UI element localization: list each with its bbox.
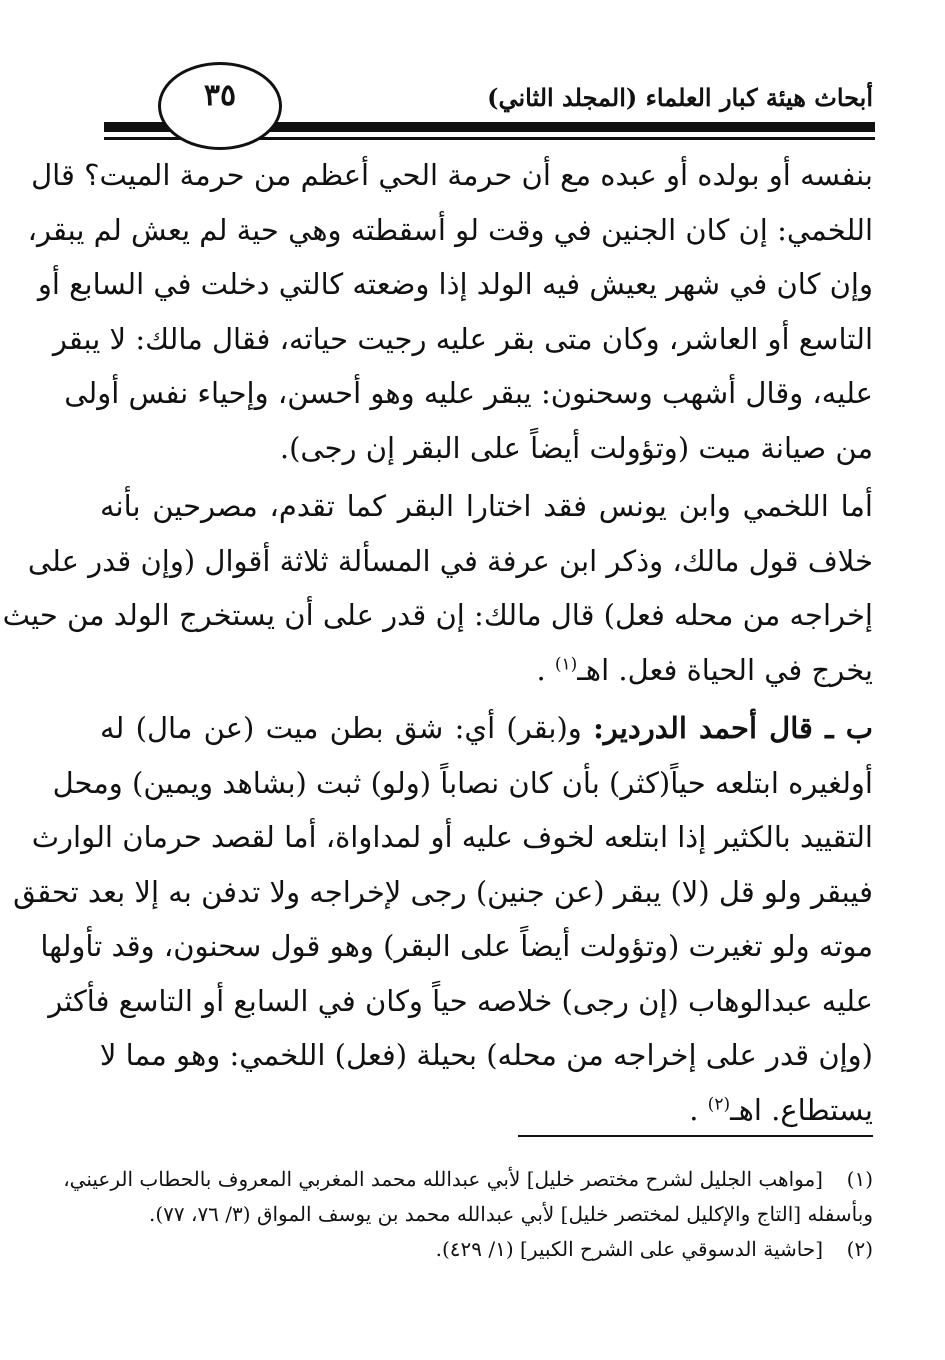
text-line-with-footnote: يستطاع. اهـ$^{(٢)}$ .	[689, 1092, 873, 1127]
paragraph-lead: ب ـ قال أحمد الدردير:	[593, 711, 874, 745]
footnote-1-continuation	[110, 1197, 873, 1232]
text-line: فيبقر ولو قل (لا) يبقر (عن جنين) رجى لإخراجه ولا تدفن به إلا بعد تحقق	[13, 874, 873, 909]
text-line: إخراجه من محله فعل) قال مالك: إن قدر على أن يستخرج الولد من حيث	[2, 598, 873, 632]
footnote-number: (٢)	[846, 1237, 873, 1261]
running-title: أبحاث هيئة كبار العلماء (المجلد الثاني)	[487, 83, 873, 112]
text-line: (وإن قدر على إخراجه من محله) بحيلة (فعل) اللخمي: وهو مما لا	[99, 1038, 873, 1072]
footnote-1	[63, 1162, 873, 1197]
footnote-ref-1: (١)	[554, 653, 578, 674]
text-line: من صيانة ميت (وتؤولت أيضاً على البقر إن رجى).	[279, 430, 873, 465]
text-line: عليه عبدالوهاب (إن رجى) خلاصه حياً وكان في السابع أو التاسع فأكثر	[48, 983, 873, 1018]
footnote-separator	[518, 1135, 873, 1137]
footnote-2	[110, 1232, 873, 1267]
text-line: خلاف قول مالك، وذكر ابن عرفة في المسألة ثلاثة أقوال (وإن قدر على	[27, 543, 873, 578]
footnote-text: [مواهب الجليل لشرح مختصر خليل] لأبي عبدالله محمد المغربي المعروف بالحطاب الرعيني،	[63, 1167, 823, 1191]
text-line: التقييد بالكثير إذا ابتلعه لخوف عليه أو لمداواة، أما لقصد حرمان الوارث	[31, 820, 873, 854]
text-line-with-lead	[100, 701, 873, 756]
text-line: بنفسه أو بولده أو عبده مع أن حرمة الحي أعظم من حرمة الميت؟ قال	[31, 158, 873, 192]
main-text	[2, 148, 874, 1137]
text-line: و(بقر) أي: شق بطن ميت (عن مال) له	[100, 711, 582, 745]
paragraph-3	[13, 701, 874, 1137]
text-line: اللخمي: إن كان الجنين في وقت لو أسقطته وهي حية لم يعش لم يبقر،	[27, 212, 873, 247]
footnote-text: [حاشية الدسوقي على الشرح الكبير] (١/ ٤٢٩).	[435, 1237, 823, 1261]
footnote-ref-2: (٢)	[707, 1093, 731, 1114]
paragraph-2	[2, 479, 873, 697]
text-line: موته ولو تغيرت (وتؤولت أيضاً على البقر) وهو قول سحنون، وقد تأولها	[40, 929, 873, 963]
text-line: التاسع أو العاشر، وكان متى بقر عليه رجيت حياته، فقال مالك: لا يبقر	[52, 321, 873, 356]
text-line: وإن كان في شهر يعيش فيه الولد إذا وضعته كالتي دخلت في السابع أو	[37, 267, 873, 301]
footnote-text: وبأسفله [التاج والإكليل لمختصر خليل] لأبي عبدالله محمد بن يوسف المواق (٣/ ٧٦، ٧٧).	[148, 1202, 873, 1226]
page-number: ٣٥	[203, 78, 237, 113]
text-line: أما اللخمي وابن يونس فقد اختارا البقر كما تقدم، مصرحين بأنه	[100, 489, 873, 523]
text-line: عليه، وقال أشهب وسحنون: يبقر عليه وهو أحسن، وإحياء نفس أولى	[64, 376, 873, 410]
text-line-with-footnote: يخرج في الحياة فعل. اهـ$^{(١)}$ .	[536, 652, 873, 687]
footnote-number: (١)	[846, 1167, 873, 1191]
text-line: أولغيره ابتلعه حياً(كثر) بأن كان نصاباً (ولو) ثبت (بشاهد ويمين) ومحل	[52, 765, 873, 800]
text-line: يخرج في الحياة فعل. اهـ	[577, 652, 873, 687]
footnotes	[63, 1162, 873, 1267]
text-line: يستطاع. اهـ	[730, 1092, 873, 1127]
paragraph-1	[27, 148, 873, 475]
